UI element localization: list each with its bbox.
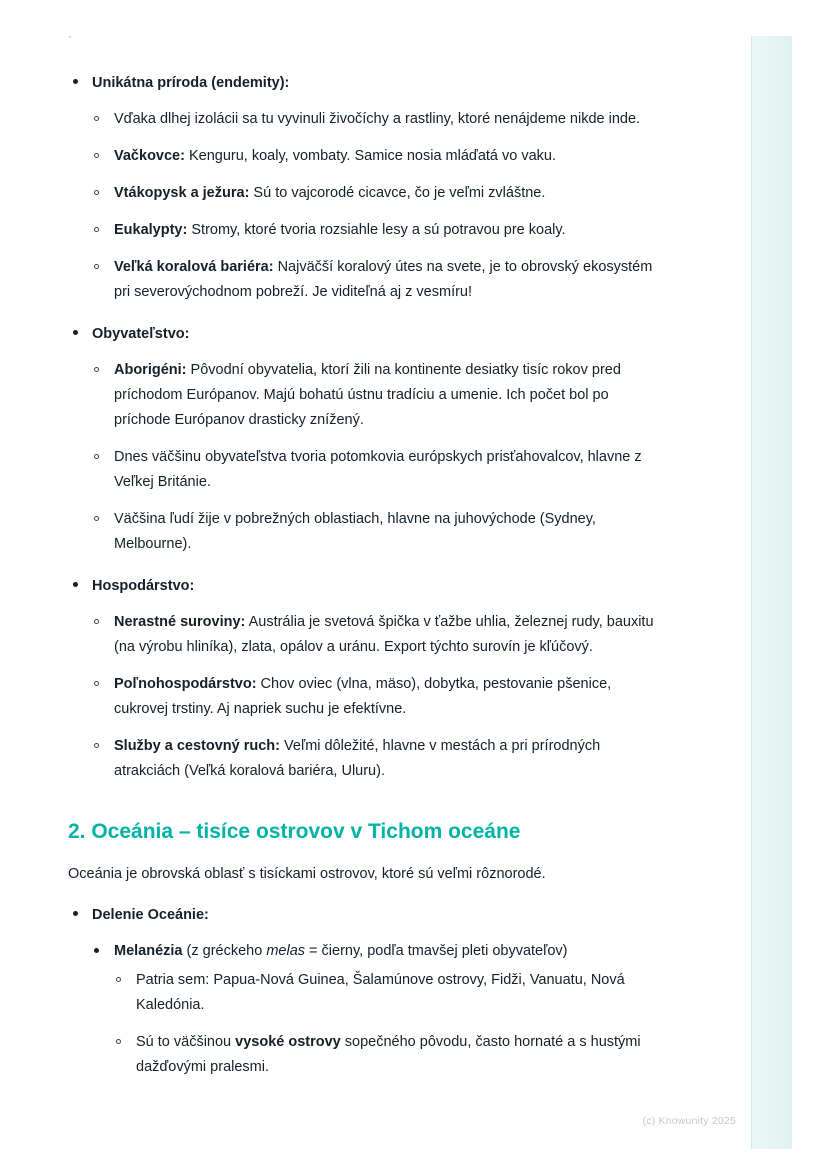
list-item-label: Hospodárstvo: — [92, 578, 195, 594]
list-item-text: Chov oviec (vlna, mäso), dobytka, pestovanie pšenice, cukrovej trstiny. Aj napriek suchu je efektívne. — [114, 676, 612, 717]
sublist-hospodarstvo — [90, 610, 668, 784]
list-item-heading — [68, 903, 668, 927]
bullet-dot-icon — [73, 582, 78, 587]
list-item — [90, 358, 668, 433]
document-content — [68, 36, 668, 1080]
list-item-label: Unikátna príroda (endemity): — [92, 75, 290, 91]
list-item-heading — [68, 71, 668, 95]
list-item — [90, 507, 668, 557]
list-obyvatelstvo — [68, 322, 668, 557]
list-item — [90, 610, 668, 660]
list-item-tail: = čierny, podľa tmavšej pleti obyvateľov) — [305, 943, 568, 959]
bullet-ring-icon — [94, 190, 99, 195]
list-item-lead: Služby a cestovný ruch: — [114, 738, 280, 754]
bullet-ring-icon — [94, 264, 99, 269]
bullet-ring-icon — [94, 116, 99, 121]
list-unikatna-priroda — [68, 71, 668, 305]
list-item-lead: Melanézia — [114, 943, 183, 959]
list-item-lead: Aborigéni: — [114, 362, 187, 378]
bullet-ring-icon — [94, 619, 99, 624]
sublist-unikatna-priroda — [90, 107, 668, 305]
bullet-ring-icon — [94, 367, 99, 372]
list-item-lead: Vtákopysk a ježura: — [114, 185, 250, 201]
bullet-ring-icon — [94, 153, 99, 158]
list-item-lead: Nerastné suroviny: — [114, 614, 246, 630]
sublist-obyvatelstvo — [90, 358, 668, 557]
list-item-text: Dnes väčšinu obyvateľstva tvoria potomkovia európskych prisťahovalcov, hlavne z Veľkej Británie. — [114, 449, 642, 490]
list-item — [90, 734, 668, 784]
bullet-ring-icon — [94, 681, 99, 686]
bullet-ring-icon — [94, 454, 99, 459]
list-item-post: sopečného pôvodu, často hornaté a s hustými dažďovými pralesmi. — [136, 1034, 641, 1075]
bullet-ring-icon — [94, 227, 99, 232]
list-item-text: Pôvodní obyvatelia, ktorí žili na kontinente desiatky tisíc rokov pred príchodom Európanov. Majú bohatú ústnu tradíciu a umenie. Ich počet bol po príchode Európanov drasticky znížený. — [114, 362, 621, 428]
list-item-label: Delenie Oceánie: — [92, 907, 209, 923]
bullet-dot-icon — [73, 911, 78, 916]
list-item-lead: Veľká koralová bariéra: — [114, 259, 274, 275]
bullet-dot-icon — [94, 948, 99, 953]
sublist-delenie-oceanie — [90, 939, 668, 1080]
list-item-text: Vďaka dlhej izolácii sa tu vyvinuli živočíchy a rastliny, ktoré nenájdeme nikde inde. — [114, 111, 641, 127]
list-item — [90, 255, 668, 305]
list-item-text: Stromy, ktoré tvoria rozsiahle lesy a sú potravou pre koaly. — [187, 222, 566, 238]
list-item — [90, 445, 668, 495]
stray-tick-mark: ` — [68, 34, 72, 48]
section-intro-paragraph: Oceánia je obrovská oblasť s tisíckami ostrovov, ktoré sú veľmi rôznorodé. — [68, 866, 546, 882]
list-item-text: Sú to vajcorodé cicavce, čo je veľmi zvláštne. — [249, 185, 546, 201]
list-item-heading — [68, 322, 668, 346]
list-item-text: Kenguru, koaly, vombaty. Samice nosia mláďatá vo vaku. — [184, 148, 557, 164]
list-item — [112, 1030, 668, 1080]
list-item — [90, 107, 668, 132]
list-item-lead: Poľnohospodárstvo: — [114, 676, 257, 692]
list-item-text: Najväčší koralový útes na svete, je to obrovský ekosystém pri severovýchodnom pobreží. Je viditeľná aj z vesmíru! — [114, 259, 653, 300]
sublist-melanezia — [112, 968, 668, 1080]
bullet-dot-icon — [73, 79, 78, 84]
list-item-text: Austrália je svetová špička v ťažbe uhlia, železnej rudy, bauxitu (na výrobu hliníka), zlata, opálov a uránu. Export týchto surovín je kľúčový. — [114, 614, 654, 655]
list-item — [112, 968, 668, 1018]
bullet-ring-icon — [116, 1039, 121, 1044]
bullet-ring-icon — [94, 743, 99, 748]
list-hospodarstvo — [68, 574, 668, 784]
list-item-text: Väčšina ľudí žije v pobrežných oblastiach, hlavne na juhovýchode (Sydney, Melbourne). — [114, 511, 596, 552]
list-item-lead: Vačkovce: — [114, 148, 185, 164]
list-item — [90, 218, 668, 243]
list-item — [90, 144, 668, 169]
list-item-mid: (z gréckeho — [182, 943, 267, 959]
list-item — [90, 672, 668, 722]
list-item-heading — [68, 574, 668, 598]
list-item-bold: vysoké ostrovy — [235, 1034, 341, 1050]
list-item-label: Obyvateľstvo: — [92, 326, 190, 342]
list-item-pre: Sú to väčšinou — [136, 1034, 236, 1050]
list-item — [90, 939, 668, 964]
list-item-text: Patria sem: Papua-Nová Guinea, Šalamúnove ostrovy, Fidži, Vanuatu, Nová Kaledónia. — [136, 972, 625, 1013]
list-item-italic: melas — [266, 943, 306, 959]
list-item — [90, 181, 668, 206]
decorative-right-band — [752, 36, 792, 1149]
copyright-note: (c) Knowunity 2025 — [642, 1115, 736, 1127]
section-heading: 2. Oceánia – tisíce ostrovov v Tichom oceáne — [68, 820, 521, 843]
list-delenie-oceanie — [68, 903, 668, 1080]
bullet-ring-icon — [116, 977, 121, 982]
list-item-lead: Eukalypty: — [114, 222, 188, 238]
list-item-text: Veľmi dôležité, hlavne v mestách a pri prírodných atrakciách (Veľká koralová bariéra, Uluru). — [114, 738, 601, 779]
bullet-ring-icon — [94, 516, 99, 521]
decorative-right-rule — [751, 36, 752, 1149]
bullet-dot-icon — [73, 330, 78, 335]
